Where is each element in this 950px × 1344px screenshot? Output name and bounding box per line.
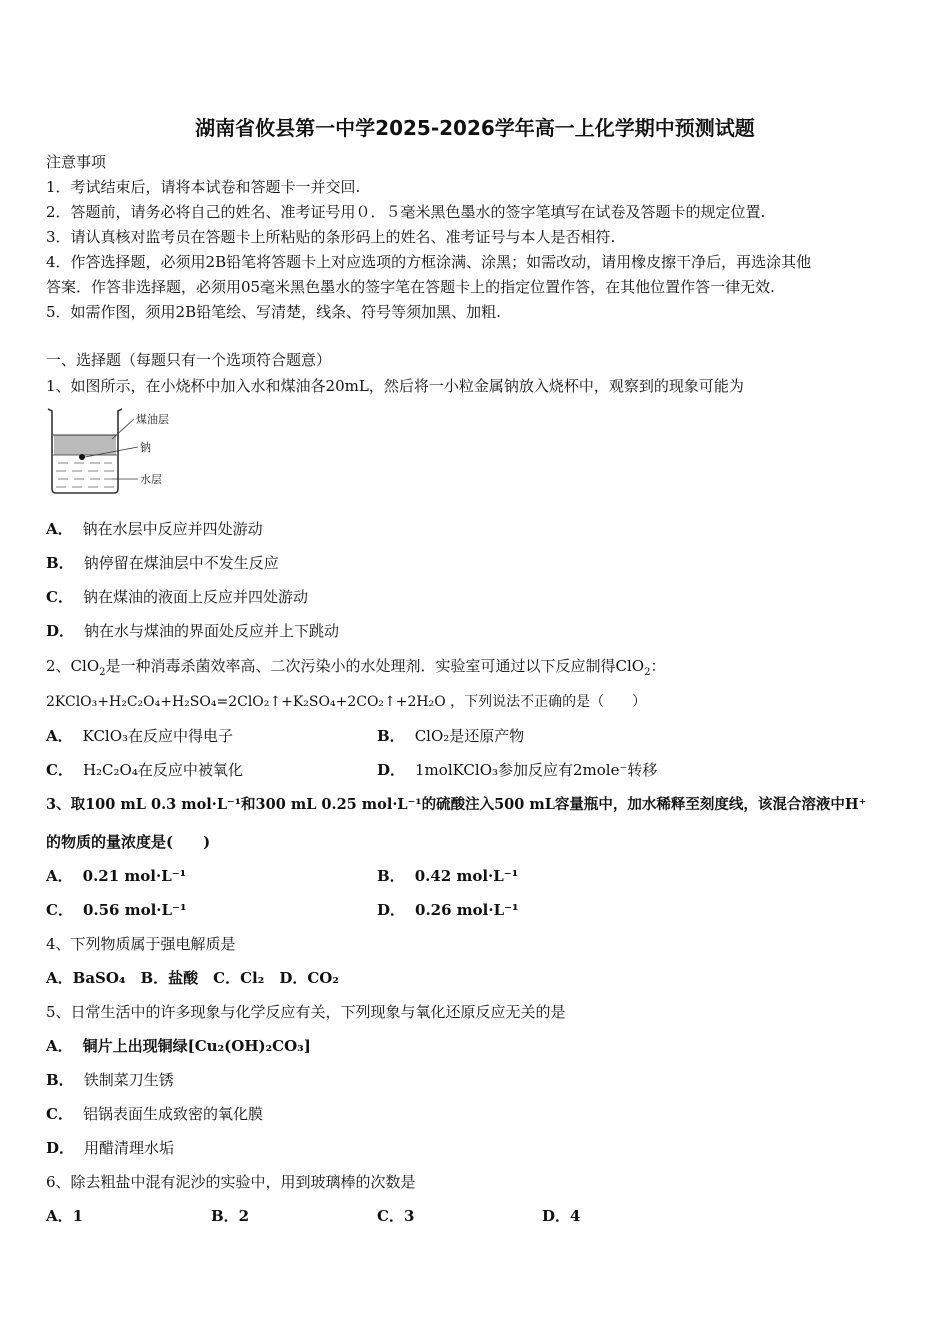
notice-item: 2．答题前，请务必将自己的姓名、准考证号用０．５毫米黑色墨水的签字笔填写在试卷及答题卡的规定位置. <box>46 203 766 221</box>
q3-option-b: B． 0.42 mol·L⁻¹ <box>377 867 519 885</box>
q3-stem-cont: 的物质的量浓度是( ) <box>46 833 211 851</box>
q2-option-c: C． H₂C₂O₄在反应中被氧化 <box>46 761 243 779</box>
q5-option-a: A． 铜片上出现铜绿[Cu₂(OH)₂CO₃] <box>46 1037 311 1055</box>
label-water-layer: 水层 <box>140 473 162 486</box>
notice-item: 3．请认真核对监考员在答题卡上所粘贴的条形码上的姓名、准考证号与本人是否相符. <box>46 228 616 246</box>
q2-equation: 2KClO₃+H₂C₂O₄+H₂SO₄=2ClO₂↑+K₂SO₄+2CO₂↑+2H₂O ，下列说法不正确的是（ ） <box>46 694 647 710</box>
notice-item: 1．考试结束后，请将本试卷和答题卡一并交回. <box>46 178 361 196</box>
q6-option-d: D．4 <box>542 1207 581 1225</box>
q1-option-c: C． 钠在煤油的液面上反应并四处游动 <box>46 588 308 606</box>
q6-option-a: A．1 <box>46 1207 84 1225</box>
q3-option-a: A． 0.21 mol·L⁻¹ <box>46 867 187 885</box>
q2-stem: 2、ClO$_2$是一种消毒杀菌效率高、二次污染小的水处理剂．实验室可通过以下反应制得ClO$_2$： <box>46 657 666 678</box>
q3-stem: 3、取100 mL 0.3 mol·L⁻¹和300 mL 0.25 mol·L⁻¹的硫酸注入500 mL容量瓶中，加水稀释至刻度线，该混合溶液中H⁺ <box>46 796 867 813</box>
q3-option-c: C． 0.56 mol·L⁻¹ <box>46 901 187 919</box>
q4-stem: 4、下列物质属于强电解质是 <box>46 935 236 953</box>
notice-item: 4．作答选择题，必须用2B铅笔将答题卡上对应选项的方框涂满、涂黑；如需改动，请用橡皮擦干净后，再选涂其他 <box>46 253 812 271</box>
q2-option-a: A． KClO₃在反应中得电子 <box>46 727 234 745</box>
page-title: 湖南省攸县第一中学2025-2026学年高一上化学期中预测试题 <box>195 116 755 140</box>
q3-option-d: D． 0.26 mol·L⁻¹ <box>377 901 519 919</box>
q5-option-c: C． 铝锅表面生成致密的氧化膜 <box>46 1105 263 1123</box>
notice-item: 答案．作答非选择题，必须用05毫米黑色墨水的签字笔在答题卡上的指定位置作答，在其他位置作答一律无效. <box>46 278 775 296</box>
q1-stem: 1、如图所示，在小烧杯中加入水和煤油各20mL，然后将一小粒金属钠放入烧杯中，观察到的现象可能为 <box>46 377 744 395</box>
notice-item: 5．如需作图，须用2B铅笔绘、写清楚，线条、符号等须加黑、加粗. <box>46 303 501 321</box>
q5-option-d: D． 用醋清理水垢 <box>46 1139 175 1157</box>
q5-stem: 5、日常生活中的许多现象与化学反应有关，下列现象与氧化还原反应无关的是 <box>46 1003 566 1021</box>
q5-option-b: B． 铁制菜刀生锈 <box>46 1071 174 1089</box>
q2-option-b: B． ClO₂是还原产物 <box>377 727 525 745</box>
q1-option-d: D． 钠在水与煤油的界面处反应并上下跳动 <box>46 622 340 640</box>
section-heading: 一、选择题（每题只有一个选项符合题意） <box>46 351 332 369</box>
label-sodium: 钠 <box>140 441 151 454</box>
q1-option-a: A． 钠在水层中反应并四处游动 <box>46 520 263 538</box>
notice-heading: 注意事项 <box>46 153 107 171</box>
sodium-piece <box>79 454 85 460</box>
q4-options: A．BaSO₄ B．盐酸 C．Cl₂ D．CO₂ <box>46 969 339 987</box>
q6-option-b: B．2 <box>211 1207 250 1225</box>
beaker-figure <box>46 405 186 497</box>
label-oil-layer: 煤油层 <box>136 413 169 426</box>
q6-option-c: C．3 <box>377 1207 415 1225</box>
q2-option-d: D． 1molKClO₃参加反应有2mole⁻转移 <box>377 761 658 779</box>
q1-option-b: B． 钠停留在煤油层中不发生反应 <box>46 554 279 572</box>
q6-stem: 6、除去粗盐中混有泥沙的实验中，用到玻璃棒的次数是 <box>46 1173 416 1191</box>
